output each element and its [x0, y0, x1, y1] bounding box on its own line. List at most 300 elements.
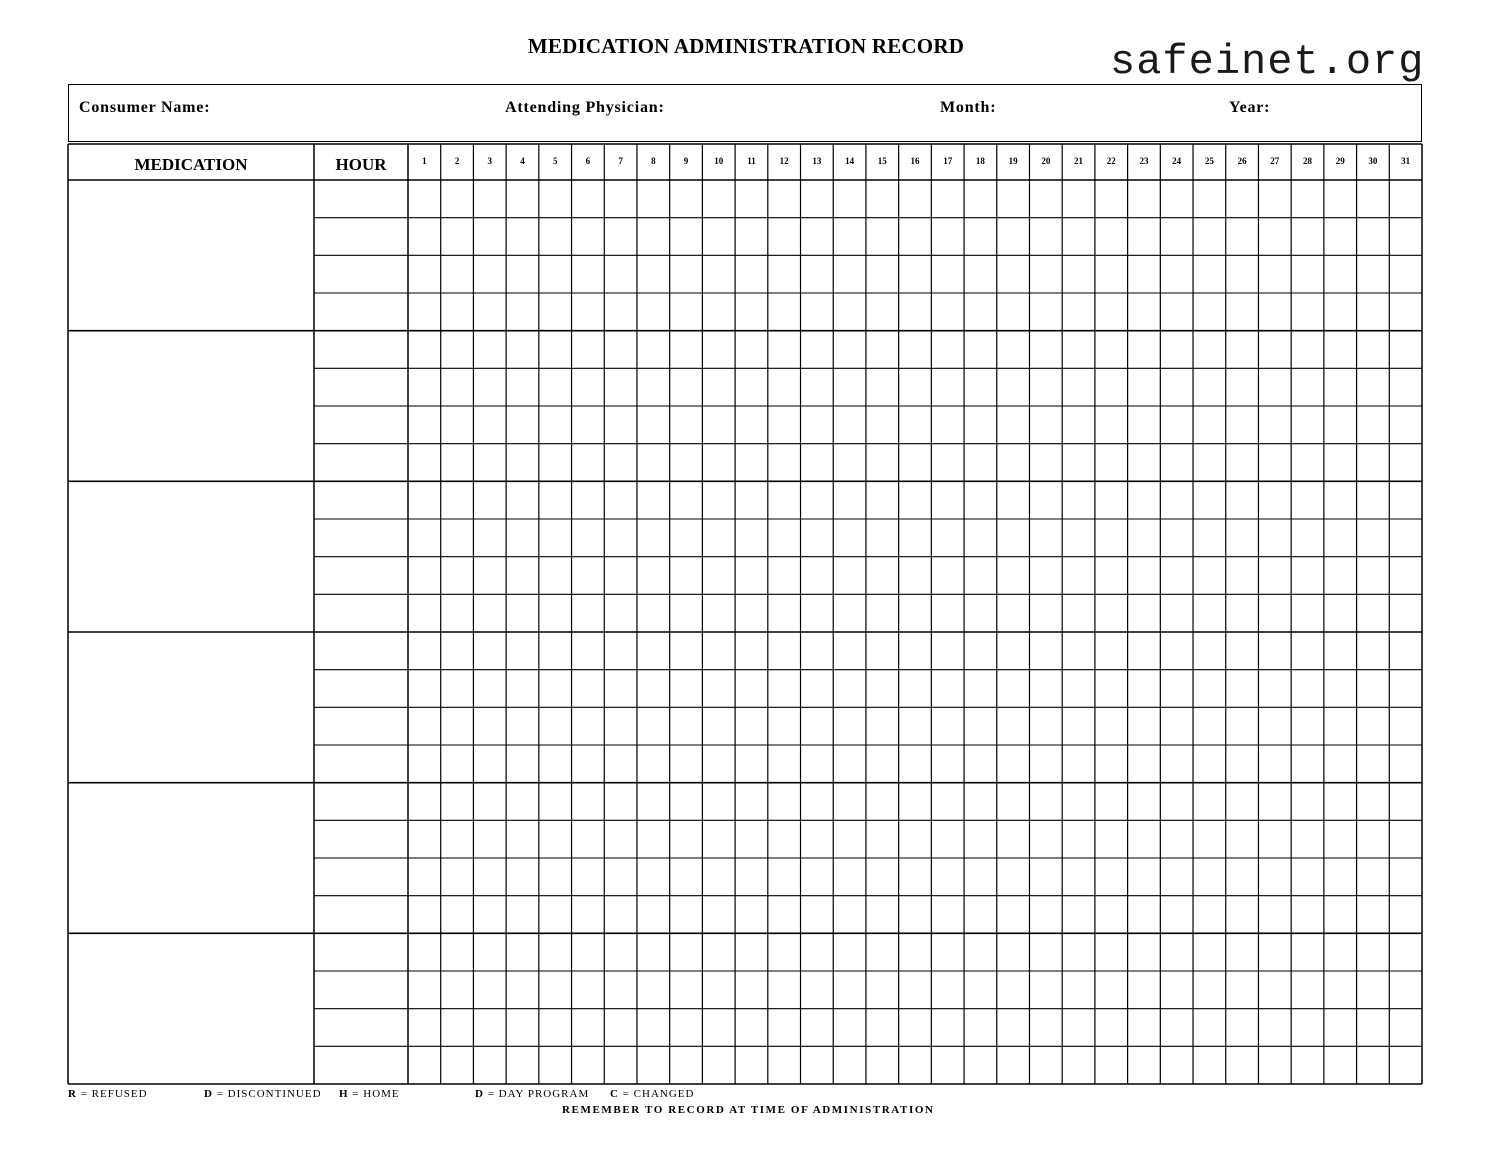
- day-cell[interactable]: [539, 1009, 572, 1047]
- day-cell[interactable]: [997, 444, 1030, 482]
- day-cell[interactable]: [408, 255, 441, 293]
- day-cell[interactable]: [964, 481, 997, 519]
- day-cell[interactable]: [1324, 293, 1357, 331]
- day-cell[interactable]: [1095, 218, 1128, 256]
- day-cell[interactable]: [1258, 331, 1291, 369]
- day-cell[interactable]: [899, 783, 932, 821]
- day-cell[interactable]: [1291, 707, 1324, 745]
- day-cell[interactable]: [702, 481, 735, 519]
- day-cell[interactable]: [1357, 1009, 1390, 1047]
- day-cell[interactable]: [408, 783, 441, 821]
- day-cell[interactable]: [997, 1009, 1030, 1047]
- day-cell[interactable]: [408, 406, 441, 444]
- day-cell[interactable]: [506, 707, 539, 745]
- day-cell[interactable]: [1160, 557, 1193, 595]
- hour-cell[interactable]: [314, 255, 408, 293]
- hour-cell[interactable]: [314, 971, 408, 1009]
- day-cell[interactable]: [1291, 971, 1324, 1009]
- day-cell[interactable]: [506, 519, 539, 557]
- day-cell[interactable]: [670, 557, 703, 595]
- day-cell[interactable]: [1062, 632, 1095, 670]
- day-cell[interactable]: [1029, 557, 1062, 595]
- day-cell[interactable]: [1193, 519, 1226, 557]
- day-cell[interactable]: [833, 406, 866, 444]
- day-cell[interactable]: [833, 933, 866, 971]
- day-cell[interactable]: [1029, 632, 1062, 670]
- day-cell[interactable]: [441, 180, 474, 218]
- day-cell[interactable]: [1062, 670, 1095, 708]
- day-cell[interactable]: [539, 971, 572, 1009]
- day-cell[interactable]: [1357, 557, 1390, 595]
- hour-cell[interactable]: [314, 858, 408, 896]
- day-cell[interactable]: [1389, 745, 1422, 783]
- day-cell[interactable]: [801, 745, 834, 783]
- day-cell[interactable]: [473, 180, 506, 218]
- day-cell[interactable]: [1324, 444, 1357, 482]
- day-cell[interactable]: [506, 444, 539, 482]
- day-cell[interactable]: [1193, 1009, 1226, 1047]
- day-cell[interactable]: [604, 331, 637, 369]
- day-cell[interactable]: [801, 820, 834, 858]
- day-cell[interactable]: [1029, 896, 1062, 934]
- day-cell[interactable]: [1291, 632, 1324, 670]
- day-cell[interactable]: [1258, 971, 1291, 1009]
- day-cell[interactable]: [1193, 1046, 1226, 1084]
- day-cell[interactable]: [1258, 707, 1291, 745]
- day-cell[interactable]: [1226, 594, 1259, 632]
- day-cell[interactable]: [1128, 1046, 1161, 1084]
- day-cell[interactable]: [931, 557, 964, 595]
- day-cell[interactable]: [1095, 557, 1128, 595]
- day-cell[interactable]: [506, 858, 539, 896]
- day-cell[interactable]: [1291, 331, 1324, 369]
- day-cell[interactable]: [1258, 519, 1291, 557]
- day-cell[interactable]: [1226, 783, 1259, 821]
- day-cell[interactable]: [1226, 632, 1259, 670]
- day-cell[interactable]: [1193, 218, 1226, 256]
- day-cell[interactable]: [1258, 820, 1291, 858]
- day-cell[interactable]: [801, 331, 834, 369]
- day-cell[interactable]: [441, 444, 474, 482]
- day-cell[interactable]: [899, 1009, 932, 1047]
- day-cell[interactable]: [572, 820, 605, 858]
- day-cell[interactable]: [1357, 1046, 1390, 1084]
- day-cell[interactable]: [408, 858, 441, 896]
- day-cell[interactable]: [801, 971, 834, 1009]
- hour-cell[interactable]: [314, 632, 408, 670]
- day-cell[interactable]: [801, 1046, 834, 1084]
- day-cell[interactable]: [899, 481, 932, 519]
- day-cell[interactable]: [1258, 783, 1291, 821]
- day-cell[interactable]: [702, 557, 735, 595]
- day-cell[interactable]: [473, 519, 506, 557]
- day-cell[interactable]: [670, 858, 703, 896]
- day-cell[interactable]: [572, 180, 605, 218]
- day-cell[interactable]: [1291, 858, 1324, 896]
- day-cell[interactable]: [866, 1009, 899, 1047]
- day-cell[interactable]: [1389, 218, 1422, 256]
- day-cell[interactable]: [1095, 1046, 1128, 1084]
- day-cell[interactable]: [833, 1009, 866, 1047]
- day-cell[interactable]: [899, 858, 932, 896]
- day-cell[interactable]: [1193, 670, 1226, 708]
- day-cell[interactable]: [670, 707, 703, 745]
- day-cell[interactable]: [1226, 896, 1259, 934]
- day-cell[interactable]: [1193, 632, 1226, 670]
- day-cell[interactable]: [1389, 632, 1422, 670]
- day-cell[interactable]: [1062, 368, 1095, 406]
- day-cell[interactable]: [1389, 707, 1422, 745]
- day-cell[interactable]: [801, 594, 834, 632]
- day-cell[interactable]: [670, 519, 703, 557]
- day-cell[interactable]: [866, 444, 899, 482]
- day-cell[interactable]: [670, 180, 703, 218]
- day-cell[interactable]: [539, 670, 572, 708]
- day-cell[interactable]: [670, 1046, 703, 1084]
- day-cell[interactable]: [670, 632, 703, 670]
- day-cell[interactable]: [408, 707, 441, 745]
- hour-cell[interactable]: [314, 406, 408, 444]
- day-cell[interactable]: [1160, 858, 1193, 896]
- day-cell[interactable]: [441, 670, 474, 708]
- day-cell[interactable]: [539, 896, 572, 934]
- day-cell[interactable]: [1389, 858, 1422, 896]
- day-cell[interactable]: [1226, 745, 1259, 783]
- day-cell[interactable]: [931, 670, 964, 708]
- day-cell[interactable]: [866, 293, 899, 331]
- day-cell[interactable]: [1029, 331, 1062, 369]
- day-cell[interactable]: [997, 519, 1030, 557]
- day-cell[interactable]: [1291, 255, 1324, 293]
- day-cell[interactable]: [768, 632, 801, 670]
- day-cell[interactable]: [637, 933, 670, 971]
- day-cell[interactable]: [506, 557, 539, 595]
- day-cell[interactable]: [604, 444, 637, 482]
- medication-cell[interactable]: [68, 331, 314, 482]
- day-cell[interactable]: [1095, 519, 1128, 557]
- day-cell[interactable]: [1128, 670, 1161, 708]
- day-cell[interactable]: [572, 670, 605, 708]
- day-cell[interactable]: [964, 896, 997, 934]
- day-cell[interactable]: [702, 858, 735, 896]
- day-cell[interactable]: [539, 557, 572, 595]
- day-cell[interactable]: [441, 745, 474, 783]
- day-cell[interactable]: [1128, 293, 1161, 331]
- day-cell[interactable]: [604, 971, 637, 1009]
- day-cell[interactable]: [1095, 293, 1128, 331]
- day-cell[interactable]: [931, 632, 964, 670]
- day-cell[interactable]: [1193, 896, 1226, 934]
- hour-cell[interactable]: [314, 557, 408, 595]
- day-cell[interactable]: [637, 180, 670, 218]
- day-cell[interactable]: [1389, 783, 1422, 821]
- day-cell[interactable]: [1029, 783, 1062, 821]
- day-cell[interactable]: [670, 783, 703, 821]
- day-cell[interactable]: [506, 180, 539, 218]
- day-cell[interactable]: [473, 368, 506, 406]
- day-cell[interactable]: [1324, 481, 1357, 519]
- day-cell[interactable]: [539, 858, 572, 896]
- day-cell[interactable]: [1128, 971, 1161, 1009]
- day-cell[interactable]: [473, 557, 506, 595]
- day-cell[interactable]: [833, 820, 866, 858]
- day-cell[interactable]: [931, 444, 964, 482]
- day-cell[interactable]: [1357, 444, 1390, 482]
- day-cell[interactable]: [1062, 444, 1095, 482]
- day-cell[interactable]: [1193, 255, 1226, 293]
- day-cell[interactable]: [572, 255, 605, 293]
- day-cell[interactable]: [1062, 707, 1095, 745]
- day-cell[interactable]: [801, 783, 834, 821]
- day-cell[interactable]: [1095, 971, 1128, 1009]
- day-cell[interactable]: [1095, 670, 1128, 708]
- day-cell[interactable]: [441, 519, 474, 557]
- day-cell[interactable]: [866, 255, 899, 293]
- day-cell[interactable]: [735, 444, 768, 482]
- day-cell[interactable]: [997, 707, 1030, 745]
- day-cell[interactable]: [408, 896, 441, 934]
- day-cell[interactable]: [1029, 481, 1062, 519]
- day-cell[interactable]: [1062, 933, 1095, 971]
- day-cell[interactable]: [506, 971, 539, 1009]
- day-cell[interactable]: [1029, 218, 1062, 256]
- day-cell[interactable]: [997, 1046, 1030, 1084]
- day-cell[interactable]: [1029, 933, 1062, 971]
- day-cell[interactable]: [572, 1046, 605, 1084]
- day-cell[interactable]: [833, 180, 866, 218]
- day-cell[interactable]: [1160, 368, 1193, 406]
- day-cell[interactable]: [866, 707, 899, 745]
- day-cell[interactable]: [572, 707, 605, 745]
- day-cell[interactable]: [670, 368, 703, 406]
- day-cell[interactable]: [1095, 406, 1128, 444]
- day-cell[interactable]: [1160, 707, 1193, 745]
- day-cell[interactable]: [539, 293, 572, 331]
- day-cell[interactable]: [408, 670, 441, 708]
- day-cell[interactable]: [1291, 1009, 1324, 1047]
- day-cell[interactable]: [1193, 745, 1226, 783]
- day-cell[interactable]: [1324, 971, 1357, 1009]
- day-cell[interactable]: [637, 1046, 670, 1084]
- day-cell[interactable]: [670, 896, 703, 934]
- day-cell[interactable]: [735, 670, 768, 708]
- day-cell[interactable]: [1193, 331, 1226, 369]
- day-cell[interactable]: [702, 707, 735, 745]
- day-cell[interactable]: [702, 444, 735, 482]
- day-cell[interactable]: [1128, 745, 1161, 783]
- day-cell[interactable]: [833, 444, 866, 482]
- day-cell[interactable]: [1324, 933, 1357, 971]
- hour-cell[interactable]: [314, 594, 408, 632]
- day-cell[interactable]: [506, 406, 539, 444]
- day-cell[interactable]: [1193, 971, 1226, 1009]
- day-cell[interactable]: [1389, 1046, 1422, 1084]
- day-cell[interactable]: [1324, 1009, 1357, 1047]
- day-cell[interactable]: [441, 632, 474, 670]
- day-cell[interactable]: [964, 519, 997, 557]
- day-cell[interactable]: [702, 519, 735, 557]
- day-cell[interactable]: [1062, 218, 1095, 256]
- day-cell[interactable]: [1324, 255, 1357, 293]
- day-cell[interactable]: [833, 745, 866, 783]
- day-cell[interactable]: [1029, 670, 1062, 708]
- day-cell[interactable]: [931, 707, 964, 745]
- day-cell[interactable]: [997, 971, 1030, 1009]
- day-cell[interactable]: [408, 557, 441, 595]
- day-cell[interactable]: [801, 670, 834, 708]
- day-cell[interactable]: [833, 971, 866, 1009]
- day-cell[interactable]: [604, 557, 637, 595]
- hour-cell[interactable]: [314, 180, 408, 218]
- day-cell[interactable]: [1389, 481, 1422, 519]
- day-cell[interactable]: [702, 1009, 735, 1047]
- day-cell[interactable]: [506, 293, 539, 331]
- hour-cell[interactable]: [314, 481, 408, 519]
- day-cell[interactable]: [604, 594, 637, 632]
- day-cell[interactable]: [1291, 896, 1324, 934]
- day-cell[interactable]: [1324, 1046, 1357, 1084]
- day-cell[interactable]: [604, 707, 637, 745]
- day-cell[interactable]: [1160, 896, 1193, 934]
- day-cell[interactable]: [1029, 519, 1062, 557]
- day-cell[interactable]: [1324, 670, 1357, 708]
- day-cell[interactable]: [408, 444, 441, 482]
- day-cell[interactable]: [1128, 707, 1161, 745]
- day-cell[interactable]: [1226, 557, 1259, 595]
- day-cell[interactable]: [866, 783, 899, 821]
- day-cell[interactable]: [441, 331, 474, 369]
- day-cell[interactable]: [899, 519, 932, 557]
- day-cell[interactable]: [964, 255, 997, 293]
- day-cell[interactable]: [833, 293, 866, 331]
- day-cell[interactable]: [1095, 632, 1128, 670]
- day-cell[interactable]: [1128, 519, 1161, 557]
- day-cell[interactable]: [506, 218, 539, 256]
- day-cell[interactable]: [899, 971, 932, 1009]
- day-cell[interactable]: [833, 783, 866, 821]
- day-cell[interactable]: [899, 707, 932, 745]
- day-cell[interactable]: [1324, 180, 1357, 218]
- day-cell[interactable]: [1389, 331, 1422, 369]
- day-cell[interactable]: [1095, 255, 1128, 293]
- day-cell[interactable]: [964, 218, 997, 256]
- day-cell[interactable]: [1095, 180, 1128, 218]
- day-cell[interactable]: [735, 293, 768, 331]
- day-cell[interactable]: [735, 180, 768, 218]
- day-cell[interactable]: [735, 519, 768, 557]
- day-cell[interactable]: [768, 858, 801, 896]
- day-cell[interactable]: [572, 406, 605, 444]
- day-cell[interactable]: [1357, 933, 1390, 971]
- day-cell[interactable]: [408, 368, 441, 406]
- day-cell[interactable]: [931, 293, 964, 331]
- day-cell[interactable]: [735, 971, 768, 1009]
- day-cell[interactable]: [1128, 858, 1161, 896]
- day-cell[interactable]: [1357, 180, 1390, 218]
- day-cell[interactable]: [866, 632, 899, 670]
- day-cell[interactable]: [1324, 331, 1357, 369]
- day-cell[interactable]: [506, 896, 539, 934]
- day-cell[interactable]: [441, 481, 474, 519]
- day-cell[interactable]: [604, 406, 637, 444]
- day-cell[interactable]: [1029, 745, 1062, 783]
- day-cell[interactable]: [1226, 481, 1259, 519]
- day-cell[interactable]: [539, 481, 572, 519]
- day-cell[interactable]: [506, 745, 539, 783]
- day-cell[interactable]: [801, 933, 834, 971]
- day-cell[interactable]: [768, 368, 801, 406]
- day-cell[interactable]: [997, 255, 1030, 293]
- day-cell[interactable]: [1324, 632, 1357, 670]
- day-cell[interactable]: [1258, 745, 1291, 783]
- day-cell[interactable]: [441, 1009, 474, 1047]
- day-cell[interactable]: [1258, 594, 1291, 632]
- day-cell[interactable]: [1324, 218, 1357, 256]
- day-cell[interactable]: [1226, 180, 1259, 218]
- day-cell[interactable]: [1062, 180, 1095, 218]
- day-cell[interactable]: [833, 255, 866, 293]
- day-cell[interactable]: [670, 670, 703, 708]
- day-cell[interactable]: [1324, 406, 1357, 444]
- day-cell[interactable]: [1226, 1046, 1259, 1084]
- day-cell[interactable]: [833, 896, 866, 934]
- day-cell[interactable]: [964, 180, 997, 218]
- day-cell[interactable]: [441, 896, 474, 934]
- day-cell[interactable]: [768, 1009, 801, 1047]
- hour-cell[interactable]: [314, 783, 408, 821]
- day-cell[interactable]: [1258, 255, 1291, 293]
- day-cell[interactable]: [408, 632, 441, 670]
- day-cell[interactable]: [801, 255, 834, 293]
- day-cell[interactable]: [670, 1009, 703, 1047]
- day-cell[interactable]: [931, 406, 964, 444]
- day-cell[interactable]: [604, 745, 637, 783]
- day-cell[interactable]: [931, 820, 964, 858]
- day-cell[interactable]: [637, 368, 670, 406]
- hour-cell[interactable]: [314, 707, 408, 745]
- day-cell[interactable]: [637, 406, 670, 444]
- day-cell[interactable]: [1062, 820, 1095, 858]
- day-cell[interactable]: [1193, 557, 1226, 595]
- day-cell[interactable]: [899, 632, 932, 670]
- day-cell[interactable]: [1389, 1009, 1422, 1047]
- hour-cell[interactable]: [314, 293, 408, 331]
- day-cell[interactable]: [1029, 293, 1062, 331]
- day-cell[interactable]: [1128, 255, 1161, 293]
- day-cell[interactable]: [801, 218, 834, 256]
- day-cell[interactable]: [997, 670, 1030, 708]
- day-cell[interactable]: [931, 255, 964, 293]
- day-cell[interactable]: [572, 293, 605, 331]
- day-cell[interactable]: [1258, 368, 1291, 406]
- day-cell[interactable]: [1095, 594, 1128, 632]
- day-cell[interactable]: [866, 594, 899, 632]
- day-cell[interactable]: [1160, 933, 1193, 971]
- day-cell[interactable]: [1291, 820, 1324, 858]
- day-cell[interactable]: [997, 594, 1030, 632]
- day-cell[interactable]: [1095, 331, 1128, 369]
- day-cell[interactable]: [964, 444, 997, 482]
- day-cell[interactable]: [473, 293, 506, 331]
- day-cell[interactable]: [670, 218, 703, 256]
- day-cell[interactable]: [604, 180, 637, 218]
- day-cell[interactable]: [899, 745, 932, 783]
- day-cell[interactable]: [506, 594, 539, 632]
- day-cell[interactable]: [408, 1009, 441, 1047]
- day-cell[interactable]: [1128, 557, 1161, 595]
- day-cell[interactable]: [604, 481, 637, 519]
- day-cell[interactable]: [1357, 783, 1390, 821]
